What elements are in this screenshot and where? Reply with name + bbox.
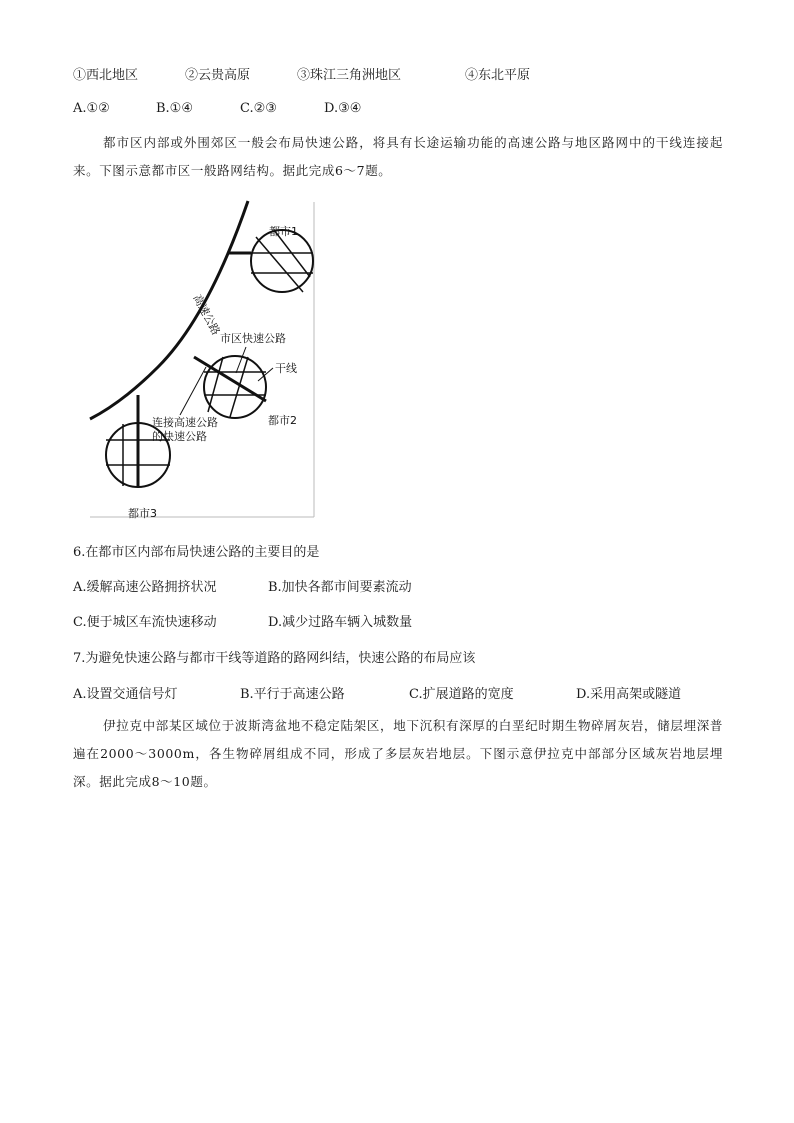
connector-label-line1: 连接高速公路 bbox=[152, 416, 218, 429]
road-network-figure bbox=[88, 197, 318, 526]
q7-choice-b: B.平行于高速公路 bbox=[240, 687, 345, 702]
prev-item-1: ①西北地区 bbox=[73, 68, 139, 83]
q7-choice-c: C.扩展道路的宽度 bbox=[409, 687, 514, 702]
connector-label-line2: 的快速公路 bbox=[152, 430, 207, 443]
road-network-diagram bbox=[88, 197, 318, 522]
prev-item-4: ④东北平原 bbox=[465, 68, 531, 83]
prev-item-3: ③珠江三角洲地区 bbox=[297, 68, 402, 83]
q7-choice-d: D.采用高架或隧道 bbox=[576, 687, 682, 702]
prev-choice-b: B.①④ bbox=[156, 101, 193, 116]
q7-choice-a: A.设置交通信号灯 bbox=[73, 687, 178, 702]
connector-leader bbox=[180, 367, 206, 415]
q6-choice-d: D.减少过路车辆入城数量 bbox=[268, 615, 413, 630]
city-1-label: 都市1 bbox=[269, 225, 298, 238]
prev-choice-d: D.③④ bbox=[324, 101, 362, 116]
q6-choice-c: C.便于城区车流快速移动 bbox=[73, 615, 217, 630]
city-2-label: 都市2 bbox=[268, 414, 297, 427]
q6-choice-b: B.加快各都市间要素流动 bbox=[268, 580, 412, 595]
q7-stem: 7.为避免快速公路与都市干线等道路的路网纠结，快速公路的布局应该 bbox=[73, 651, 476, 666]
q6-choice-a: A.缓解高速公路拥挤状况 bbox=[73, 580, 217, 595]
prev-choice-c: C.②③ bbox=[240, 101, 277, 116]
intro-paragraph-6-7: 都市区内部或外围郊区一般会布局快速公路，将具有长途运输功能的高速公路与地区路网中的干线连接起来。下图示意都市区一般路网结构。据此完成6～7题。 bbox=[73, 135, 723, 178]
city-3-label: 都市3 bbox=[128, 507, 157, 520]
city-2-circle bbox=[194, 356, 266, 418]
city-1-circle bbox=[228, 230, 313, 292]
urban-expressway-label: 市区快速公路 bbox=[220, 332, 286, 345]
prev-choice-a: A.①② bbox=[73, 101, 110, 116]
prev-item-2: ②云贵高原 bbox=[185, 68, 251, 83]
highway-label: 高速公路 bbox=[190, 292, 223, 338]
trunk-line-label: 干线 bbox=[275, 362, 297, 375]
intro-paragraph-8-10: 伊拉克中部某区域位于波斯湾盆地不稳定陆架区，地下沉积有深厚的白垩纪时期生物碎屑灰岩，储层埋深普遍在2000～3000m，各生物碎屑组成不同，形成了多层灰岩地层。下图示意伊拉克中部部分区域灰岩地层埋深。据此完成8～10题。 bbox=[73, 718, 723, 789]
q6-stem: 6.在都市区内部布局快速公路的主要目的是 bbox=[73, 545, 320, 560]
